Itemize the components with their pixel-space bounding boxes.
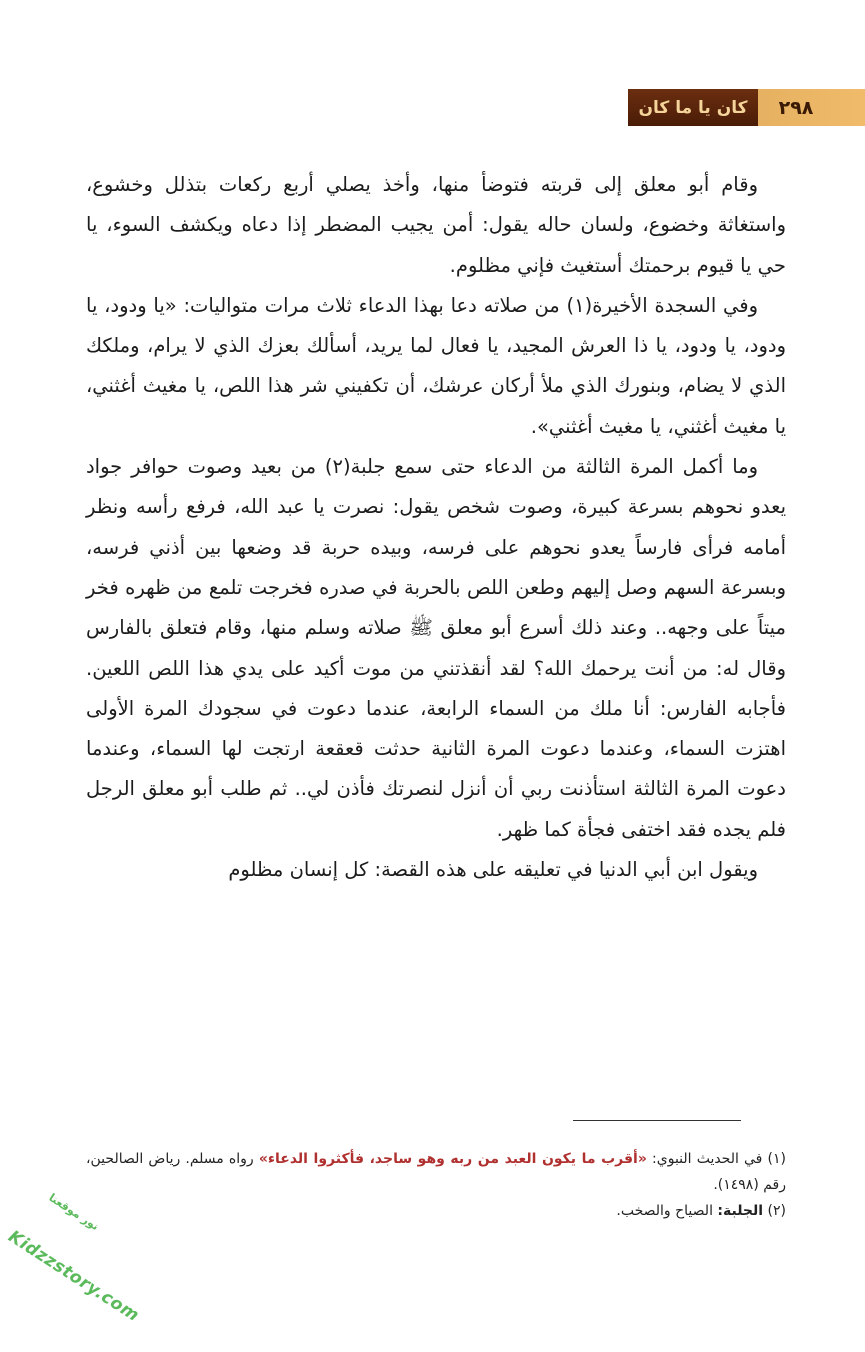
- watermark-tagline: نور موقعنا: [46, 1191, 102, 1233]
- book-title: كان يا ما كان: [638, 97, 748, 118]
- footnote-2-term: الجلبة:: [717, 1203, 764, 1219]
- footnote-2: [86, 1198, 786, 1224]
- footnote-divider: [573, 1120, 741, 1121]
- running-header: [628, 89, 758, 126]
- paragraph: وفي السجدة الأخيرة(١) من صلاته دعا بهذا الدعاء ثلاث مرات متواليات: «يا ودود، يا ودود، يا ودود، يا ذا العرش المجيد، يا فعال لما يريد، أسألك بعزك الذي لا يرام، وملكك الذي لا يضام، وبنورك الذي ملأ أركان عرشك، أن تكفيني شر هذا اللص، يا مغيث أغثني، يا مغيث أغثني، يا مغيث أغثني».: [86, 293, 786, 438]
- page-number: ٢٩٨: [778, 96, 814, 119]
- footnote-1: [86, 1146, 786, 1198]
- watermark-logo: Kidzzstory.com: [4, 1226, 143, 1327]
- footnotes: [86, 1146, 786, 1224]
- footnote-1-source: رواه مسلم. رياض الصالحين، رقم (١٤٩٨).: [86, 1151, 786, 1193]
- main-text: [86, 165, 786, 890]
- paragraph: وما أكمل المرة الثالثة من الدعاء حتى سمع جلبة(٢) من بعيد وصوت حوافر جواد يعدو نحوهم بسرعة كبيرة، وصوت شخص يقول: نصرت يا عبد الله، فرفع رأسه ونظر أمامه فرأى فارساً يعدو نحوهم على فرسه، وبيده حربة قد وضعها بين أذني فرسه، وبسرعة السهم وصل إليهم وطعن اللص بالحربة في صدره فخرجت تلمع من ظهره فخر ميتاً على وجهه.. وعند ذلك أسرع أبو معلق ﷺ صلاته وسلم منها، وقام فتعلق بالفارس وقال له: من أنت يرحمك الله؟ لقد أنقذتني من موت أكيد على يدي هذا اللص اللعين. فأجابه الفارس: أنا ملك من السماء الرابعة، عندما دعوت في سجودك المرة الأولى اهتزت السماء، وعندما دعوت المرة الثانية حدثت قعقعة ارتجت لها السماء، وعندما دعوت المرة الثالثة استأذنت ربي أن أنزل لنصرتك فأذن لي.. ثم طلب أبو معلق الرجل فلم يجده فقد اختفى فجأة كما ظهر.: [86, 455, 786, 841]
- paragraph: ويقول ابن أبي الدنيا في تعليقه على هذه القصة: كل إنسان مظلوم: [228, 858, 758, 882]
- footnote-2-prefix: (٢): [763, 1203, 786, 1219]
- footnote-1-prefix: (١) في الحديث النبوي:: [646, 1151, 786, 1167]
- footnote-2-definition: الصياح والصخب.: [616, 1203, 718, 1219]
- paragraph: وقام أبو معلق إلى قربته فتوضأ منها، وأخذ يصلي أربع ركعات بتذلل وخشوع، واستغاثة وخضوع، ولسان حاله يقول: أمن يجيب المضطر إذا دعاه ويكشف السوء، يا حي يا قيوم برحمتك أستغيث فإني مظلوم.: [86, 173, 786, 277]
- footnote-1-hadith: «أقرب ما يكون العبد من ربه وهو ساجد، فأكثروا الدعاء»: [258, 1151, 647, 1167]
